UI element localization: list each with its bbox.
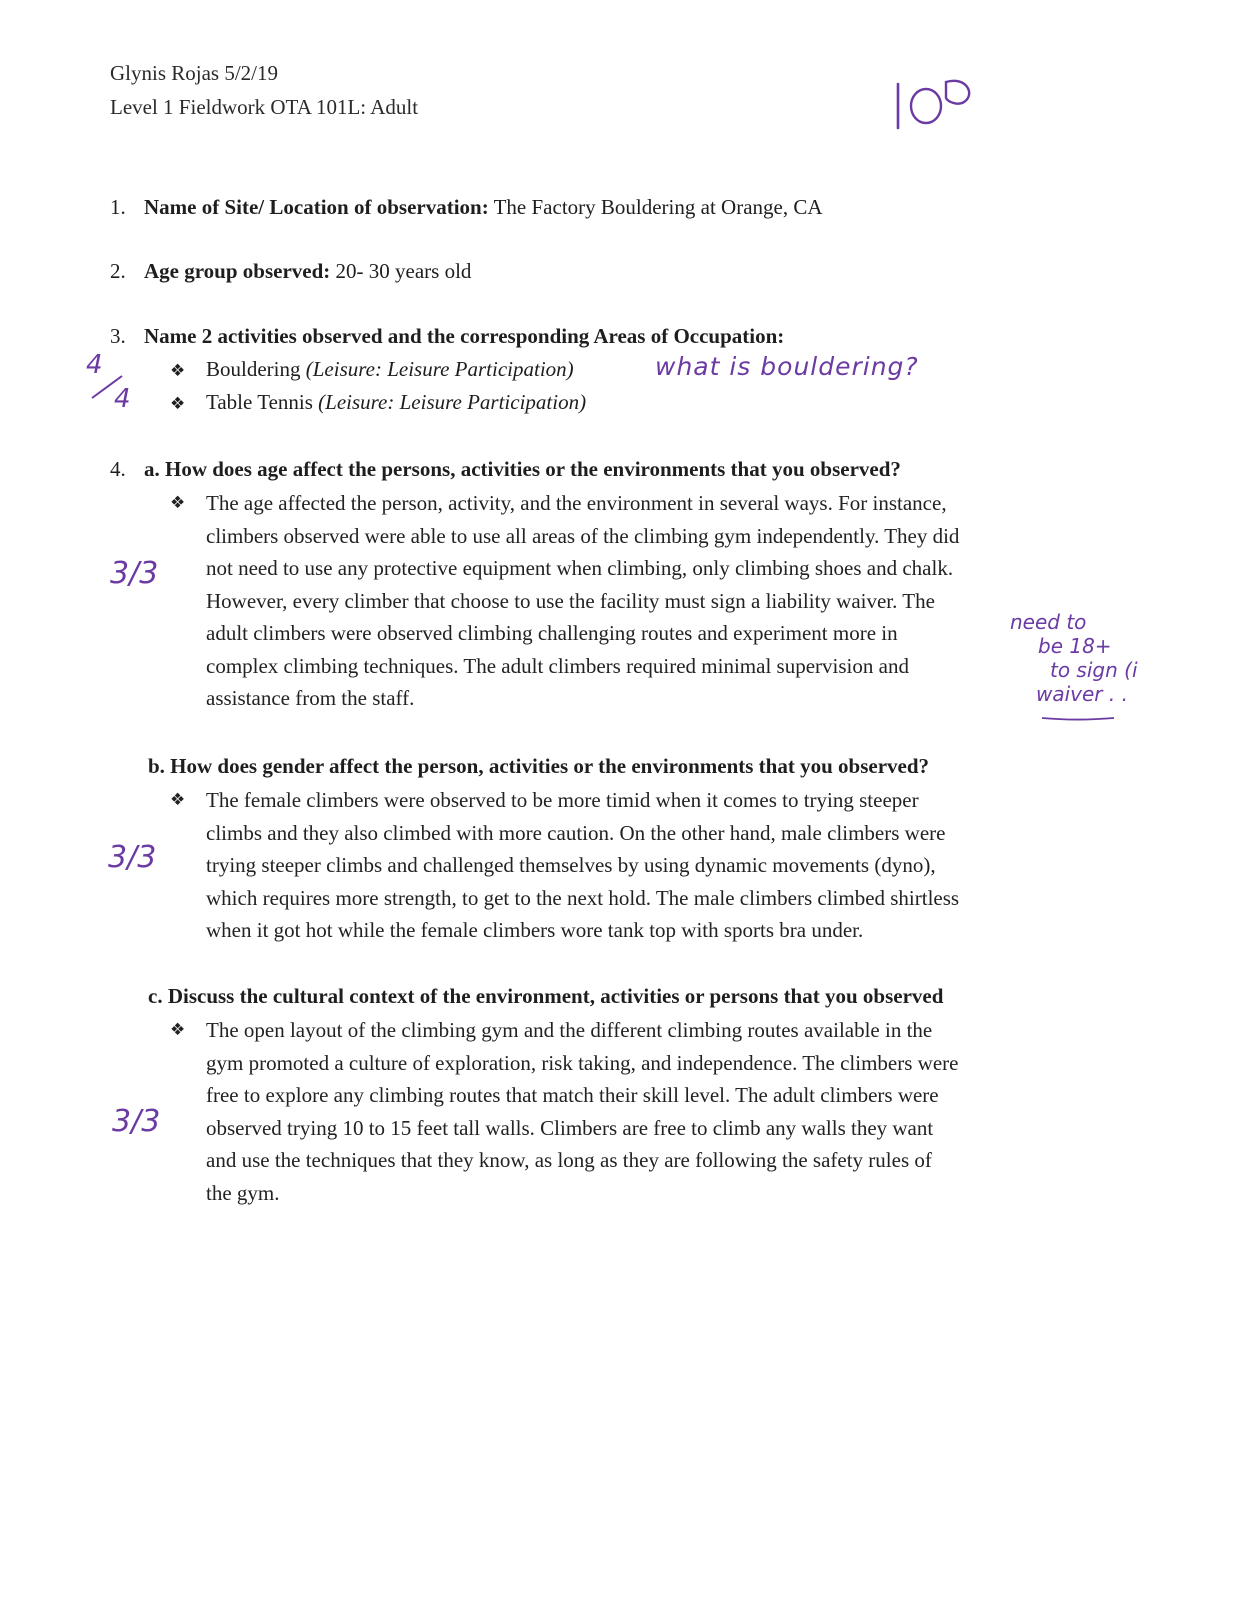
- question-1-answer: The Factory Bouldering at Orange, CA: [493, 195, 823, 219]
- activity-area: (Leisure: Leisure Participation): [318, 390, 587, 414]
- diamond-bullet-icon: ❖: [170, 361, 186, 381]
- diamond-bullet-icon: ❖: [170, 394, 186, 414]
- q3-score-fraction-line: [88, 372, 128, 402]
- question-2: [110, 257, 471, 285]
- answer-line: However, every climber that choose to use the facility must sign a liability waiver. The: [206, 588, 935, 613]
- comment-line: be 18+: [1038, 634, 1112, 658]
- question-4-number: 4.: [110, 457, 126, 481]
- answer-line: when it got hot while the female climbers wore tank top with sports bra under.: [206, 918, 864, 942]
- total-grade-mark: [890, 68, 980, 132]
- question-4b-label: b. How does gender affect the person, activities or the environments that you observed?: [148, 754, 930, 778]
- question-1-number: 1.: [110, 195, 126, 219]
- answer-line: The female climbers were observed to be more timid when it comes to trying steeper: [206, 788, 919, 812]
- comment-line: need to: [1010, 610, 1087, 634]
- diamond-bullet-icon: ❖: [170, 493, 186, 513]
- question-3: [110, 322, 784, 350]
- question-2-label: Age group observed:: [144, 259, 331, 283]
- question-2-answer: 20- 30 years old: [335, 259, 472, 283]
- activity-area: (Leisure: Leisure Participation): [305, 357, 574, 381]
- answer-line: The open layout of the climbing gym and the different climbing routes available in the: [206, 1018, 933, 1042]
- answer-line: climbs and they also climbed with more caution. On the other hand, male climbers were: [206, 820, 946, 845]
- answer-line: the gym.: [206, 1180, 280, 1205]
- answer-line: adult climbers were observed climbing challenging routes and experiment more in: [206, 621, 898, 645]
- activity-name: Bouldering: [206, 357, 301, 381]
- comment-underline: [1040, 712, 1120, 722]
- question-1-label: Name of Site/ Location of observation:: [144, 195, 489, 219]
- question-4c-label: c. Discuss the cultural context of the environment, activities or persons that you observed: [148, 984, 944, 1008]
- question-1: [110, 193, 823, 221]
- diamond-bullet-icon: ❖: [170, 790, 186, 810]
- answer-line: free to explore any climbing routes that match their skill level. The adult climbers were: [206, 1083, 939, 1107]
- activity-name: Table Tennis: [206, 390, 313, 414]
- answer-line: which requires more strength, to get to the next hold. The male climbers climbed shirtless: [206, 885, 960, 910]
- comment-line: to sign (i: [1050, 658, 1138, 682]
- q4c-score: 3/3: [112, 1104, 161, 1139]
- q3-score-numerator: 4: [86, 350, 103, 380]
- diamond-bullet-icon: ❖: [170, 1020, 186, 1040]
- answer-4c: [170, 1014, 1086, 1209]
- comment-line: waiver . .: [1036, 682, 1128, 706]
- activity-item-2: [170, 388, 586, 418]
- q4a-grader-comment: [1010, 610, 1138, 706]
- course-title: Level 1 Fieldwork OTA 101L: Adult: [110, 95, 419, 119]
- student-name-date: Glynis Rojas 5/2/19: [110, 61, 279, 85]
- answer-line: assistance from the staff.: [206, 686, 415, 710]
- q3-score-denominator: 4: [114, 384, 131, 414]
- question-4a-label: [110, 455, 901, 483]
- answer-line: The age affected the person, activity, and the environment in several ways. For instance,: [206, 491, 947, 515]
- question-4a-text: a. How does age affect the persons, activities or the environments that you observed?: [144, 457, 901, 481]
- question-3-label: Name 2 activities observed and the corresponding Areas of Occupation:: [144, 324, 785, 348]
- q3-grader-comment: what is bouldering?: [655, 352, 919, 381]
- activity-item-1: [170, 355, 574, 385]
- answer-line: observed trying 10 to 15 feet tall walls. Climbers are free to climb any walls they want: [206, 1115, 934, 1140]
- answer-line: climbers observed were able to use all areas of the climbing gym independently. They did: [206, 523, 960, 548]
- answer-4b: [170, 784, 1086, 947]
- answer-line: complex climbing techniques. The adult climbers required minimal supervision and: [206, 653, 909, 678]
- answer-line: not need to use any protective equipment when climbing, only climbing shoes and chalk.: [206, 556, 954, 580]
- question-2-number: 2.: [110, 259, 126, 283]
- q4b-score: 3/3: [108, 840, 157, 875]
- answer-line: gym promoted a culture of exploration, risk taking, and independence. The climbers were: [206, 1050, 959, 1075]
- q4a-score: 3/3: [110, 556, 159, 591]
- answer-line: trying steeper climbs and challenged themselves by using dynamic movements (dyno),: [206, 853, 936, 877]
- answer-line: and use the techniques that they know, as long as they are following the safety rules of: [206, 1148, 932, 1172]
- question-3-number: 3.: [110, 324, 126, 348]
- answer-4a: [170, 487, 1086, 715]
